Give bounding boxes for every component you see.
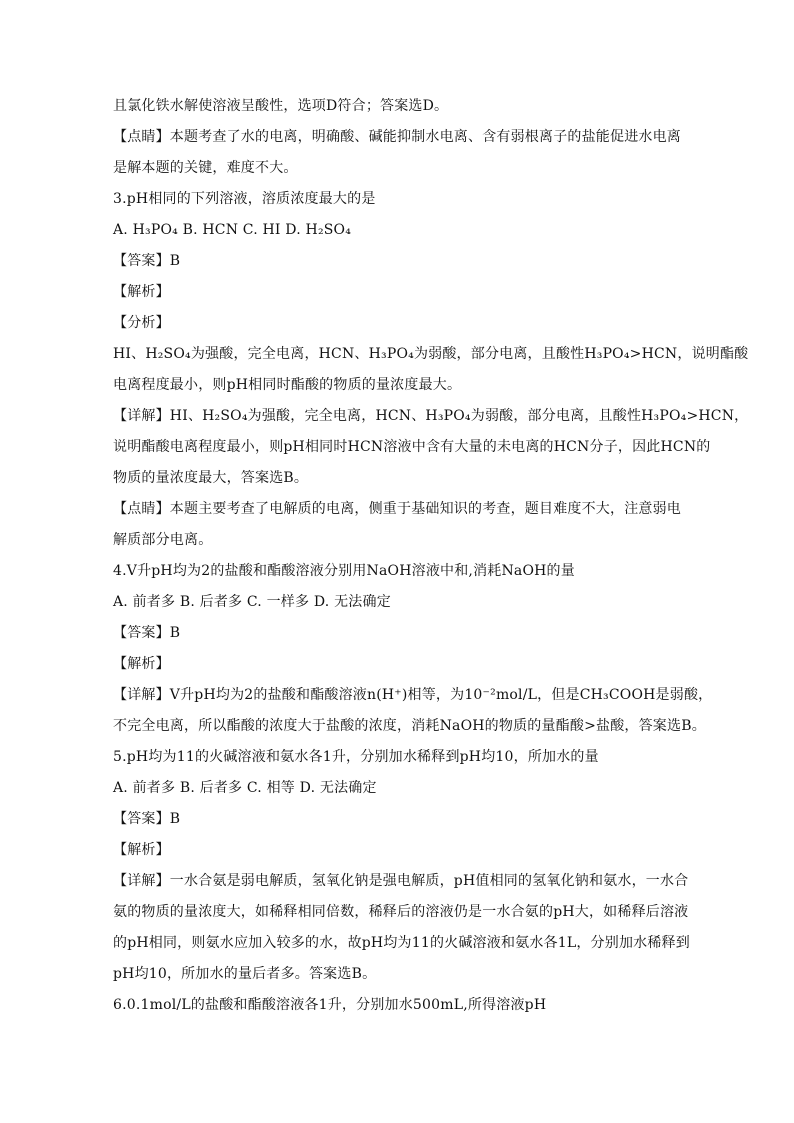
analysis-sub-label: 【分析】 — [113, 315, 170, 331]
question-4-stem: 4.V升pH均为2的盐酸和酯酸溶液分别用NaOH溶液中和,消耗NaOH的量 — [113, 563, 575, 579]
question-5-options: A. 前者多 B. 后者多 C. 相等 D. 无法确定 — [113, 780, 377, 796]
text-line: 物质的量浓度最大，答案选B。 — [113, 470, 309, 486]
question-3-options: A. H₃PO₄ B. HCN C. HI D. H₂SO₄ — [113, 222, 352, 238]
text-line: 【详解】V升pH均为2的盐酸和酯酸溶液n(H⁺)相等，为10⁻²mol/L，但是CH₃COOH是弱酸， — [113, 687, 713, 703]
document-page — [113, 96, 749, 1026]
text-line: 【点睛】本题考查了水的电离，明确酸、碱能抑制水电离、含有弱根离子的盐能促进水电离 — [113, 129, 681, 145]
answer-label: 【答案】B — [113, 625, 181, 641]
text-line: pH均10，所加水的量后者多。答案选B。 — [113, 966, 377, 982]
text-line: 氨的物质的量浓度大，如稀释相同倍数，稀释后的溶液仍是一水合氨的pH大，如稀释后溶液 — [113, 904, 689, 920]
answer-label: 【答案】B — [113, 253, 181, 269]
text-line: 【详解】HI、H₂SO₄为强酸，完全电离，HCN、H₃PO₄为弱酸，部分电离，且酸性H₃PO₄>HCN， — [113, 408, 749, 424]
text-line: 【详解】一水合氨是弱电解质，氢氧化钠是强电解质，pH值相同的氢氧化钠和氨水，一水合 — [113, 873, 689, 889]
text-line: 不完全电离，所以酯酸的浓度大于盐酸的浓度，消耗NaOH的物质的量酯酸>盐酸，答案选B。 — [113, 718, 706, 734]
question-4-options: A. 前者多 B. 后者多 C. 一样多 D. 无法确定 — [113, 594, 391, 610]
text-line: 电离程度最小，则pH相同时酯酸的物质的量浓度最大。 — [113, 377, 462, 393]
text-line: 是解本题的关键，难度不大。 — [113, 160, 298, 176]
text-line: HI、H₂SO₄为强酸，完全电离，HCN、H₃PO₄为弱酸，部分电离，且酸性H₃PO₄>HCN，说明酯酸 — [113, 346, 749, 362]
answer-label: 【答案】B — [113, 811, 181, 827]
question-3-stem: 3.pH相同的下列溶液，溶质浓度最大的是 — [113, 191, 376, 207]
text-line: 且氯化铁水解使溶液呈酸性，选项D符合；答案选D。 — [113, 98, 449, 114]
text-line: 说明酯酸电离程度最小，则pH相同时HCN溶液中含有大量的未电离的HCN分子，因此HCN的 — [113, 439, 711, 455]
text-line: 的pH相同，则氨水应加入较多的水，故pH均为11的火碱溶液和氨水各1L，分别加水稀释到 — [113, 935, 690, 951]
analysis-label: 【解析】 — [113, 842, 170, 858]
text-line: 【点睛】本题主要考查了电解质的电离，侧重于基础知识的考查，题目难度不大，注意弱电 — [113, 501, 681, 517]
analysis-label: 【解析】 — [113, 656, 170, 672]
text-line: 解质部分电离。 — [113, 532, 213, 548]
analysis-label: 【解析】 — [113, 284, 170, 300]
question-5-stem: 5.pH均为11的火碱溶液和氨水各1升，分别加水稀释到pH均10，所加水的量 — [113, 749, 599, 765]
question-6-stem: 6.0.1mol/L的盐酸和酯酸溶液各1升，分别加水500mL,所得溶液pH — [113, 997, 547, 1013]
